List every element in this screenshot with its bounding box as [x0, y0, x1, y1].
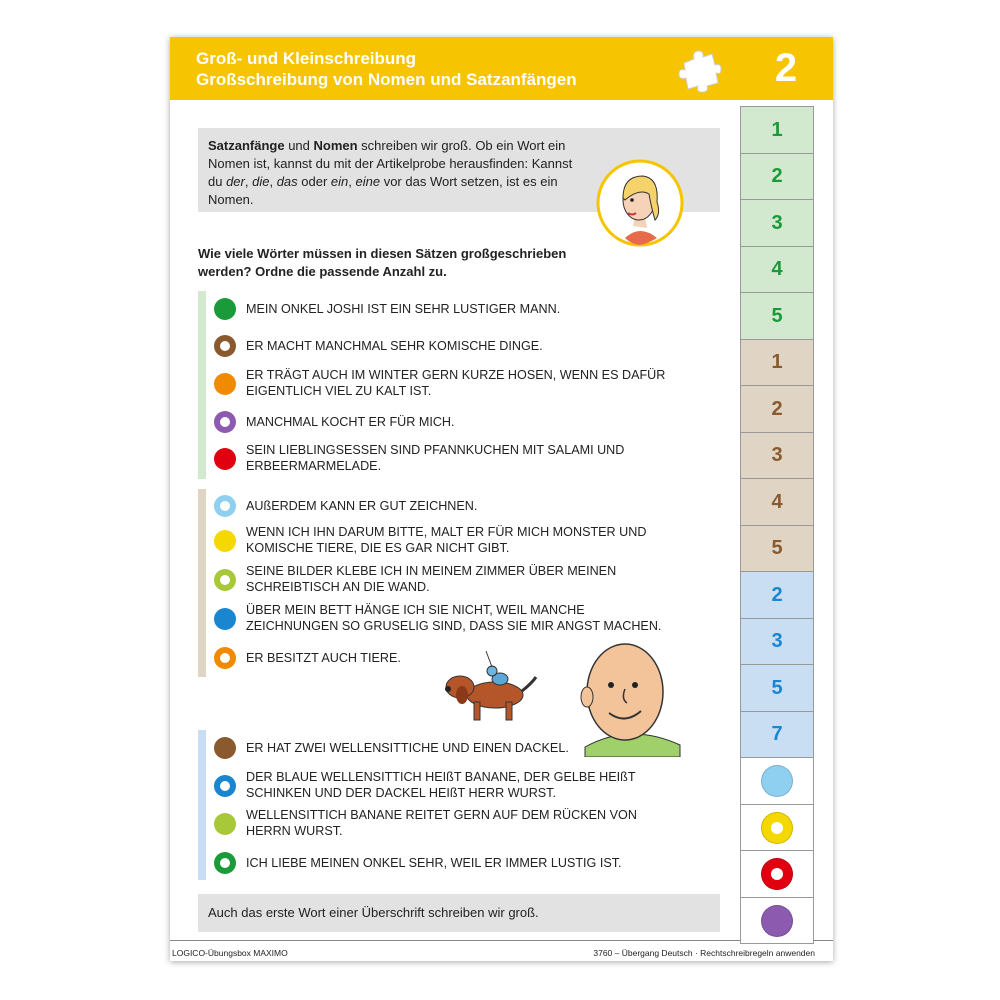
answer-number: 3 — [771, 444, 783, 466]
answer-color-cell[interactable] — [740, 757, 814, 804]
color-marker-icon — [214, 495, 236, 517]
answer-number-cell[interactable] — [740, 525, 814, 572]
color-marker-icon — [214, 373, 236, 395]
publisher-label: LOGICO-Übungsbox MAXIMO — [172, 948, 288, 958]
answer-number: 4 — [771, 258, 783, 280]
sentence-text: DER BLAUE WELLENSITTICH HEIßT BANANE, DER GELBE HEIßT SCHINKEN UND DER DACKEL HEIßT HERR WURST. — [246, 770, 636, 800]
answer-number-cell[interactable] — [740, 385, 814, 432]
answer-number-cell[interactable] — [740, 711, 814, 758]
answer-number: 1 — [771, 118, 783, 141]
answer-number-cell[interactable] — [740, 571, 814, 618]
answer-number: 2 — [771, 165, 783, 187]
color-marker-icon — [214, 411, 236, 433]
color-marker-icon — [214, 298, 236, 320]
group-color-bar — [198, 291, 206, 479]
answer-number-cell[interactable] — [740, 246, 814, 293]
answer-number: 3 — [771, 630, 783, 652]
rule-footer-text: Auch das erste Wort einer Überschrift schreiben wir groß. — [208, 905, 539, 920]
card-number: 2 — [774, 46, 798, 90]
sentence-text: MANCHMAL KOCHT ER FÜR MICH. — [246, 415, 455, 429]
card-subtitle: Großschreibung von Nomen und Satzanfängen — [196, 70, 577, 89]
answer-color-cell[interactable] — [740, 897, 814, 944]
color-marker-icon — [214, 775, 236, 797]
answer-number-cell[interactable] — [740, 432, 814, 479]
answer-number: 2 — [771, 583, 783, 606]
footer-divider — [170, 940, 833, 941]
sentence-text: SEIN LIEBLINGSESSEN SIND PFANNKUCHEN MIT SALAMI UND ERBEERMARMELADE. — [246, 443, 625, 473]
sentence-text: ER MACHT MANCHMAL SEHR KOMISCHE DINGE. — [246, 339, 543, 353]
answer-number: 7 — [771, 723, 783, 745]
sentence-text: ER TRÄGT AUCH IM WINTER GERN KURZE HOSEN, WENN ES DAFÜR EIGENTLICH VIEL ZU KALT IST. — [246, 368, 666, 398]
sentence-text: WELLENSITTICH BANANE REITET GERN AUF DEM RÜCKEN VON HERRN WURST. — [246, 808, 637, 838]
answer-number: 5 — [771, 676, 783, 699]
sentence-text: ER HAT ZWEI WELLENSITTICHE UND EINEN DACKEL. — [246, 741, 569, 755]
color-marker-icon — [761, 858, 793, 890]
sentence-text: ER BESITZT AUCH TIERE. — [246, 651, 401, 665]
answer-number: 5 — [771, 304, 783, 327]
answer-number-cell[interactable] — [740, 292, 814, 339]
answer-number-cell[interactable] — [740, 339, 814, 386]
card-title: Groß- und Kleinschreibung — [196, 49, 417, 68]
color-marker-icon — [214, 569, 236, 591]
sentence-text: MEIN ONKEL JOSHI IST EIN SEHR LUSTIGER MANN. — [246, 302, 561, 316]
color-marker-icon — [214, 448, 236, 470]
color-marker-icon — [214, 852, 236, 874]
answer-number: 5 — [771, 537, 783, 559]
sentence-text: WENN ICH IHN DARUM BITTE, MALT ER FÜR MICH MONSTER UND KOMISCHE TIERE, DIE ES GAR NICHT GIBT. — [246, 525, 647, 555]
answer-color-cell[interactable] — [740, 850, 814, 897]
answer-number-cell[interactable] — [740, 153, 814, 200]
card-header — [170, 37, 833, 100]
color-marker-icon — [761, 812, 793, 844]
color-marker-icon — [214, 737, 236, 759]
answer-color-cell[interactable] — [740, 804, 814, 851]
answer-number: 3 — [771, 211, 783, 234]
dog-bird-illustration — [440, 647, 540, 727]
sentence-text: ICH LIEBE MEINEN ONKEL SEHR, WEIL ER IMMER LUSTIG IST. — [246, 856, 622, 870]
uncle-illustration — [575, 637, 685, 757]
task-question: Wie viele Wörter müssen in diesen Sätzen großgeschrieben werden? Ordne die passende Anzahl zu. — [198, 246, 567, 279]
color-marker-icon — [214, 530, 236, 552]
puzzle-icon — [676, 47, 722, 93]
answer-number-cell[interactable] — [740, 199, 814, 246]
color-marker-icon — [214, 813, 236, 835]
answer-number: 4 — [771, 490, 783, 513]
color-marker-icon — [761, 765, 793, 797]
answer-number-cell[interactable] — [740, 664, 814, 711]
color-marker-icon — [214, 335, 236, 357]
answer-number-cell[interactable] — [740, 618, 814, 665]
sentence-text: ÜBER MEIN BETT HÄNGE ICH SIE NICHT, WEIL MANCHE ZEICHNUNGEN SO GRUSELIG SIND, DASS SIE MIR ANGST MACHEN. — [246, 603, 662, 633]
group-color-bar — [198, 489, 206, 677]
color-marker-icon — [214, 608, 236, 630]
rule-text: Satzanfänge und Nomen schreiben wir groß. Ob ein Wort ein Nomen ist, kannst du mit der Artikelprobe herausfinden: Kannst du der, die, das oder ein, eine vor das Wort setzen, ist es ein Nomen. — [208, 138, 573, 207]
answer-number: 1 — [771, 351, 783, 373]
sentence-text: AUßERDEM KANN ER GUT ZEICHNEN. — [246, 499, 478, 513]
rule-footer-box — [198, 894, 720, 932]
exercise-card — [170, 37, 833, 961]
answer-number-cell[interactable] — [740, 478, 814, 525]
color-marker-icon — [761, 905, 793, 937]
product-label: 3760 – Übergang Deutsch · Rechtschreibregeln anwenden — [593, 948, 815, 958]
girl-illustration — [595, 158, 685, 248]
answer-number-cell[interactable] — [740, 106, 814, 153]
color-marker-icon — [214, 647, 236, 669]
answer-number: 2 — [771, 397, 783, 420]
sentence-text: SEINE BILDER KLEBE ICH IN MEINEM ZIMMER ÜBER MEINEN SCHREIBTISCH AN DIE WAND. — [246, 564, 617, 594]
group-color-bar — [198, 730, 206, 880]
